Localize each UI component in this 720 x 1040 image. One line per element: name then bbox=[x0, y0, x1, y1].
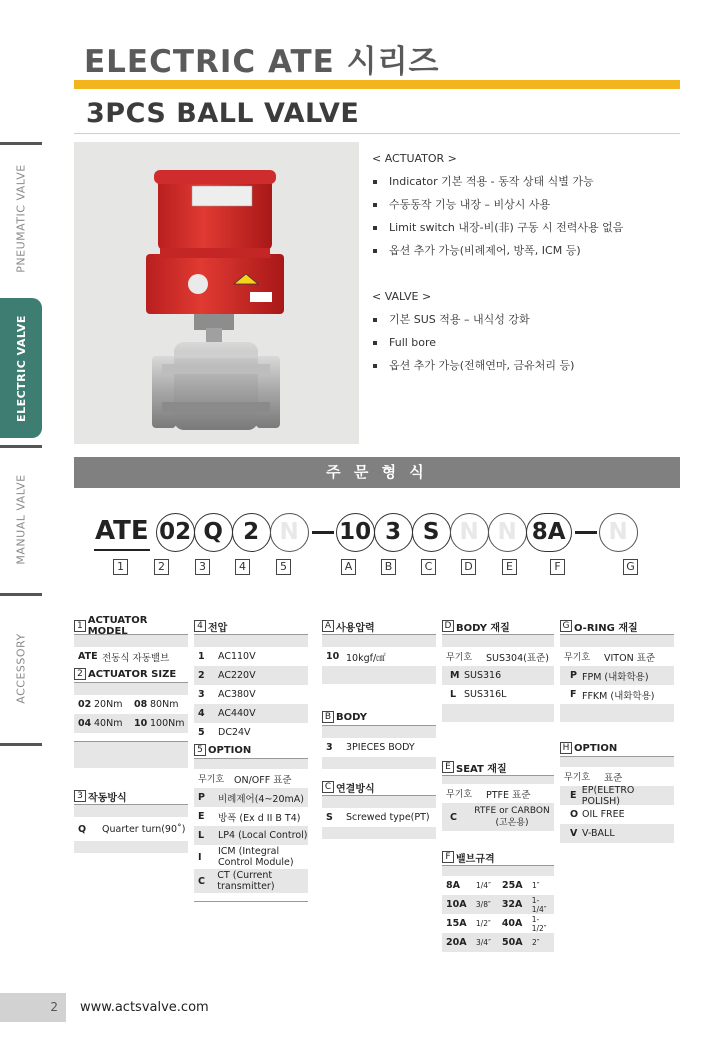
sidebar-item-accessory[interactable] bbox=[0, 600, 42, 736]
code-actuator-size: 02 bbox=[156, 513, 195, 552]
actuator-features bbox=[372, 152, 682, 267]
table-row: L SUS316L bbox=[450, 689, 507, 700]
table-row: C CT (Current transmitter) bbox=[194, 869, 308, 893]
code-index: 3 bbox=[195, 559, 210, 575]
table-row: 3 AC380V bbox=[198, 689, 256, 700]
code-dash bbox=[312, 531, 334, 534]
code-body-material: N bbox=[450, 513, 489, 552]
feature-item: Limit switch 내장-비(非) 구동 시 전력사용 없음 bbox=[372, 221, 682, 235]
sidebar-item-label: ELECTRIC VALVE bbox=[14, 314, 28, 422]
table-header: D BODY 재질 bbox=[442, 618, 554, 635]
table-header: 4 전압 bbox=[194, 618, 308, 635]
sidebar-item-pneumatic-valve[interactable] bbox=[0, 148, 42, 288]
table-row: 04 40Nm 10 100Nm bbox=[74, 714, 188, 733]
table-header: A 사용압력 bbox=[322, 618, 436, 635]
feature-item: Full bore bbox=[372, 336, 682, 350]
voltage-option-column bbox=[194, 618, 308, 902]
oring-option-column bbox=[560, 618, 674, 843]
code-operation: Q bbox=[194, 513, 233, 552]
table-row: E EP(ELETRO POLISH) bbox=[560, 786, 674, 805]
table-row: I ICM (Integral Control Module) bbox=[198, 846, 294, 868]
table-header: F 밸브규격 bbox=[442, 849, 554, 866]
table-row: 무기호 SUS304(표준) bbox=[446, 652, 549, 664]
table-header: E SEAT 재질 bbox=[442, 759, 554, 776]
table-row: 3 3PIECES BODY bbox=[326, 742, 415, 753]
code-seat: N bbox=[488, 513, 527, 552]
sidebar-item-label: ACCESSORY bbox=[14, 632, 28, 704]
table-row: 02 20Nm 08 80Nm bbox=[78, 699, 179, 710]
sidebar-divider bbox=[0, 743, 42, 746]
table-header: 5 OPTION bbox=[194, 742, 308, 759]
table-row: L LP4 (Local Control) bbox=[194, 826, 308, 845]
table-row: 무기호 PTFE 표준 bbox=[446, 789, 531, 801]
sidebar-item-label: MANUAL VALVE bbox=[14, 474, 28, 565]
code-prefix: ATE bbox=[94, 513, 150, 551]
table-row: S Screwed type(PT) bbox=[326, 812, 430, 823]
material-seat-column bbox=[442, 618, 554, 952]
sidebar-item-electric-valve[interactable] bbox=[0, 298, 42, 438]
table-row: C RTFE or CARBON (고온용) bbox=[442, 803, 554, 831]
table-row: 무기호 표준 bbox=[564, 772, 623, 784]
code-index: F bbox=[550, 559, 565, 575]
feature-item: 기본 SUS 적용 – 내식성 강화 bbox=[372, 313, 682, 327]
subtitle-divider bbox=[74, 133, 680, 134]
table-header: G O-RING 재질 bbox=[560, 618, 674, 635]
sidebar-item-manual-valve[interactable] bbox=[0, 452, 42, 587]
table-row: 5 DC24V bbox=[198, 727, 251, 738]
actuator-spec-column bbox=[74, 615, 188, 853]
table-header: 2 ACTUATOR SIZE bbox=[74, 666, 188, 683]
code-option: N bbox=[270, 513, 309, 552]
valve-section-title: < VALVE > bbox=[372, 290, 432, 303]
table-header: C 연결방식 bbox=[322, 779, 436, 796]
table-header: B BODY bbox=[322, 709, 436, 726]
table-row: P 비례제어(4~20mA) bbox=[194, 788, 308, 807]
feature-item: 옵션 추가 가능(전해연마, 금유처리 등) bbox=[372, 359, 682, 373]
table-row: E 방폭 (Ex d II B T4) bbox=[198, 811, 301, 824]
product-photo bbox=[74, 142, 359, 444]
table-header: 1 ACTUATOR MODEL bbox=[74, 618, 188, 635]
code-dash bbox=[575, 531, 597, 534]
table-header: H OPTION bbox=[560, 740, 674, 757]
website-link[interactable]: www.actsvalve.com bbox=[80, 1000, 209, 1015]
code-index: G bbox=[623, 559, 638, 575]
sidebar-divider bbox=[0, 593, 42, 596]
table-row: 15A 1/2″ 40A 1-1/2″ bbox=[446, 914, 547, 933]
code-index: D bbox=[461, 559, 476, 575]
code-valve-size: 8A bbox=[526, 513, 572, 552]
table-row: 1 AC110V bbox=[198, 651, 256, 662]
sidebar-item-label: PNEUMATIC VALVE bbox=[14, 163, 28, 273]
table-row: M SUS316 bbox=[442, 666, 554, 685]
code-index: 5 bbox=[276, 559, 291, 575]
code-index: E bbox=[502, 559, 517, 575]
table-row: 무기호 ON/OFF 표준 bbox=[198, 774, 292, 786]
code-index: C bbox=[421, 559, 436, 575]
code-index: 1 bbox=[113, 559, 128, 575]
table-row: O OIL FREE bbox=[570, 809, 625, 820]
title-accent-bar bbox=[74, 80, 680, 89]
order-format-bar: 주 문 형 식 bbox=[74, 457, 680, 488]
table-header: 3 작동방식 bbox=[74, 788, 188, 805]
valve-features bbox=[372, 290, 682, 382]
sidebar-divider bbox=[0, 445, 42, 448]
page-number: 2 bbox=[0, 993, 66, 1022]
table-row: 10 10kgf/㎠ bbox=[326, 651, 386, 664]
code-connection: S bbox=[412, 513, 451, 552]
feature-item: 수동동작 기능 내장 – 비상시 사용 bbox=[372, 198, 682, 212]
table-row: Q Quarter turn(90˚) bbox=[78, 823, 186, 835]
code-index: B bbox=[381, 559, 396, 575]
table-row: P FPM (내화학용) bbox=[560, 666, 674, 685]
table-row: 10A 3/8″ 32A 1-1/4″ bbox=[442, 895, 554, 914]
page-subtitle: 3PCS BALL VALVE bbox=[86, 98, 360, 129]
pressure-body-column bbox=[322, 618, 436, 839]
table-row: F FFKM (내화학용) bbox=[570, 689, 655, 702]
feature-item: Indicator 기본 적용 - 동작 상태 식별 가능 bbox=[372, 175, 682, 189]
table-row: 20A 3/4″ 50A 2″ bbox=[442, 933, 554, 952]
code-voltage: 2 bbox=[232, 513, 271, 552]
page-title: ELECTRIC ATE 시리즈 bbox=[84, 44, 440, 80]
table-row: 4 AC440V bbox=[194, 704, 308, 723]
table-row: ATE 전동식 자동밸브 bbox=[78, 651, 170, 664]
table-row: 8A 1/4″ 25A 1″ bbox=[446, 880, 540, 891]
feature-item: 옵션 추가 가능(비례제어, 방폭, ICM 등) bbox=[372, 244, 682, 258]
code-pressure: 10 bbox=[336, 513, 375, 552]
table-row: 무기호 VITON 표준 bbox=[564, 652, 656, 664]
code-body: 3 bbox=[374, 513, 413, 552]
actuator-section-title: < ACTUATOR > bbox=[372, 152, 457, 165]
code-index: 4 bbox=[235, 559, 250, 575]
code-oring: N bbox=[599, 513, 638, 552]
code-index: 2 bbox=[154, 559, 169, 575]
table-row: V V-BALL bbox=[560, 824, 674, 843]
sidebar-divider bbox=[0, 142, 42, 145]
order-code-row bbox=[94, 512, 638, 552]
table-row: 2 AC220V bbox=[194, 666, 308, 685]
code-index: A bbox=[341, 559, 356, 575]
